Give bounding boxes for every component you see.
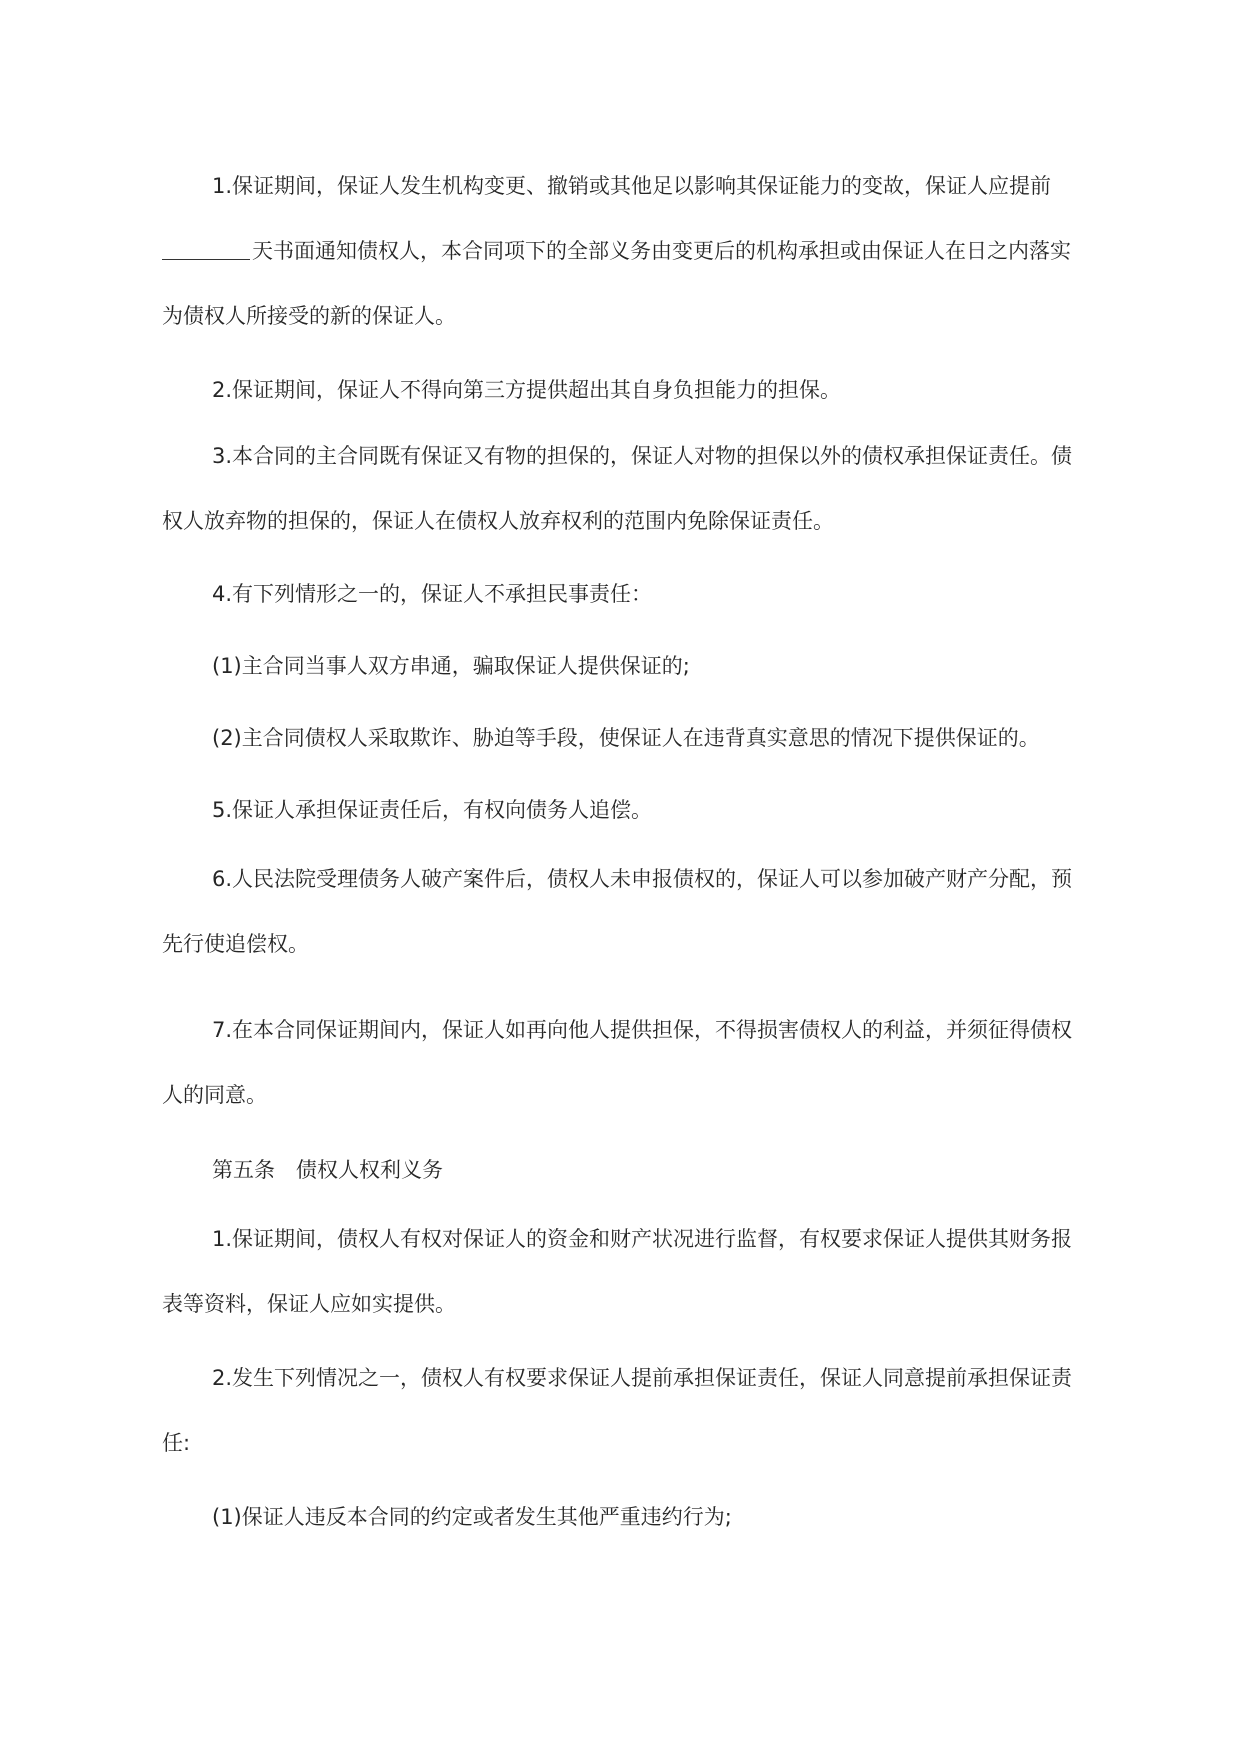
paragraph-early-liability: 2.发生下列情况之一，债权人有权要求保证人提前承担保证责任，保证人同意提前承担保证责任: [162,1366,1073,1455]
paragraph-collusion: (1)主合同当事人双方串通，骗取保证人提供保证的; [212,654,690,678]
paragraph-no-excess-guarantee: 2.保证期间，保证人不得向第三方提供超出其自身负担能力的担保。 [212,378,842,402]
paragraph-guarantor-change [162,154,1082,349]
paragraph-bankruptcy: 6.人民法院受理债务人破产案件后，债权人未申报债权的，保证人可以参加破产财产分配，预先行使追偿权。 [162,867,1073,956]
paragraph-breach: (1)保证人违反本合同的约定或者发生其他严重违约行为; [212,1505,732,1529]
paragraph-other-guarantees: 7.在本合同保证期间内，保证人如再向他人提供担保，不得损害债权人的利益，并须征得债权人的同意。 [162,1018,1073,1107]
paragraph-right-of-recourse: 5.保证人承担保证责任后，有权向债务人追偿。 [212,798,653,822]
paragraph-text: 1.保证期间，保证人发生机构变更、撤销或其他足以影响其保证能力的变故，保证人应提前 [212,174,1052,198]
fill-in-blank [162,235,250,260]
paragraph-creditor-supervision: 1.保证期间，债权人有权对保证人的资金和财产状况进行监督，有权要求保证人提供其财务报表等资料，保证人应如实提供。 [162,1227,1073,1316]
paragraph-text: 天书面通知债权人，本合同项下的全部义务由变更后的机构承担或由保证人在日之内落实为债权人所接受的新的保证人。 [162,239,1071,328]
paragraph-no-civil-liability: 4.有下列情形之一的，保证人不承担民事责任： [212,582,653,606]
section-heading-article-5: 第五条 债权人权利义务 [212,1158,443,1182]
paragraph-fraud-coercion: (2)主合同债权人采取欺诈、胁迫等手段，使保证人在违背真实意思的情况下提供保证的。 [212,726,1040,750]
paragraph-property-guarantee: 3.本合同的主合同既有保证又有物的担保的，保证人对物的担保以外的债权承担保证责任。债权人放弃物的担保的，保证人在债权人放弃权利的范围内免除保证责任。 [162,444,1073,533]
